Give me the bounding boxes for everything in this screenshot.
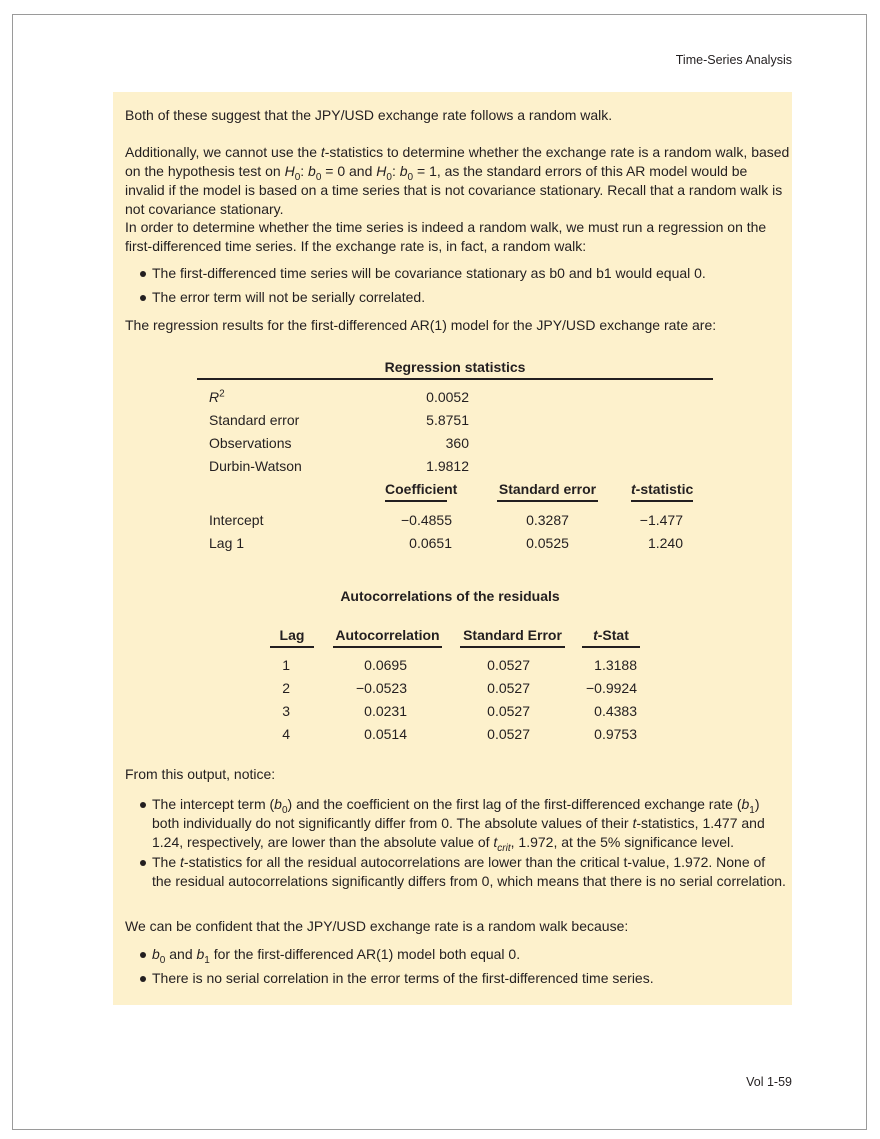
text-segment: t — [320, 144, 325, 160]
text-segment: = 0 and — [321, 163, 377, 179]
bullet-item — [152, 969, 788, 988]
stat-value: 1.9812 — [426, 458, 469, 474]
autocorr-se-cell: 0.0527 — [487, 680, 530, 696]
text-segment: -statistics to determine whether the exchange rate is a random walk, based on the hypothesis test on — [125, 144, 790, 179]
autocorr-t-cell: 0.4383 — [594, 703, 637, 719]
autocorr-lag-cell: 4 — [282, 726, 290, 742]
text-segment: 1 — [204, 954, 210, 966]
text-segment: 0 — [159, 954, 166, 966]
autocorr-ac-cell: 0.0695 — [364, 657, 407, 673]
text-segment: 0 — [386, 171, 392, 183]
text-segment: H — [376, 163, 387, 179]
text-segment: From this output, notice: — [125, 766, 276, 782]
table-rule — [197, 378, 713, 380]
text-segment: t — [493, 834, 498, 850]
text-segment: We can be confident that the JPY/USD exchange rate is a random walk because: — [125, 918, 629, 934]
text-segment: ) both individually do not significantly differ from 0. The absolute values of their — [152, 796, 760, 831]
autocorr-t-cell: −0.9924 — [586, 680, 637, 696]
text-segment: and — [165, 946, 197, 962]
text-segment: : — [300, 163, 309, 179]
column-header-standard-error: Standard Error — [463, 627, 562, 643]
text-segment: 0 — [281, 804, 288, 816]
text-segment: = 1, as the standard errors of this AR model would be invalid if the model is based on a time series that is not covariance stationary. Recall that a random walk is not covariance stationary. — [125, 163, 783, 217]
text-segment: for the first-differenced AR(1) model both equal 0. — [209, 946, 521, 962]
text-segment: The error term will not be serially correlated. — [152, 289, 426, 305]
paragraph — [125, 316, 790, 335]
text-segment: The regression results for the first-differenced AR(1) model for the JPY/USD exchange rate are: — [125, 317, 717, 333]
text-segment: b — [308, 163, 316, 179]
autocorr-se-cell: 0.0527 — [487, 726, 530, 742]
text-segment: b — [152, 946, 160, 962]
column-header-t-stat: t-Stat — [593, 627, 629, 643]
text-segment: , 1.972, at the 5% significance level. — [510, 834, 734, 850]
column-header-autocorrelation: Autocorrelation — [335, 627, 440, 643]
header-rule — [333, 646, 442, 648]
paragraph — [125, 106, 790, 125]
header-rule — [385, 500, 447, 502]
running-head: Time-Series Analysis — [675, 53, 792, 67]
autocorr-lag-cell: 1 — [282, 657, 290, 673]
stat-value: 0.0052 — [426, 389, 469, 405]
bullet-icon — [140, 295, 146, 301]
header-rule — [497, 500, 598, 502]
t-value: −1.477 — [639, 512, 683, 528]
autocorr-t-cell: 0.9753 — [594, 726, 637, 742]
header-rule — [460, 646, 565, 648]
paragraph — [125, 765, 790, 784]
text-segment: 1 — [749, 804, 755, 816]
bullet-item — [152, 853, 788, 891]
stat-label: Standard error — [209, 412, 300, 428]
text-segment: -statistics for all the residual autocorrelations are lower than the critical t-value, 1.972. None of the residual autocorrelations significantly differs from 0, which means that there is no serial correlation. — [152, 854, 786, 889]
header-rule — [270, 646, 314, 648]
text-segment: ) and the coefficient on the first lag of the first-differenced exchange rate ( — [287, 796, 742, 812]
coef-value: 0.0651 — [409, 535, 452, 551]
text-segment: : — [391, 163, 400, 179]
text-segment: 0 — [407, 171, 414, 183]
text-segment: b — [274, 796, 282, 812]
text-segment: Both of these suggest that the JPY/USD exchange rate follows a random walk. — [125, 107, 613, 123]
text-segment: In order to determine whether the time series is indeed a random walk, we must run a regression on the first-differenced time series. If the exchange rate is, in fact, a random walk: — [125, 219, 767, 254]
text-segment: t — [632, 815, 637, 831]
stat-value: 5.8751 — [426, 412, 469, 428]
text-segment: 0 — [294, 171, 301, 183]
bullet-icon — [140, 802, 146, 808]
text-segment: t — [180, 854, 184, 870]
header-rule — [631, 500, 693, 502]
autocorr-t-cell: 1.3188 — [594, 657, 637, 673]
bullet-icon — [140, 976, 146, 982]
autocorr-ac-cell: 0.0231 — [364, 703, 407, 719]
text-segment: The first-differenced time series will be covariance stationary as b0 and b1 would equal 0. — [152, 265, 706, 281]
coef-value: −0.4855 — [401, 512, 452, 528]
stat-label: Observations — [209, 435, 292, 451]
text-segment: 0 — [315, 171, 322, 183]
header-rule — [582, 646, 640, 648]
text-segment: b — [196, 946, 205, 962]
autocorr-se-cell: 0.0527 — [487, 657, 530, 673]
paragraph — [125, 917, 790, 936]
column-header-t-statistic: t-statistic — [631, 481, 694, 497]
column-header-lag: Lag — [279, 627, 305, 643]
text-segment: b — [741, 796, 750, 812]
bullet-item — [152, 264, 788, 283]
row-label: Lag 1 — [209, 535, 245, 551]
row-label: Intercept — [209, 512, 264, 528]
text-segment: crit — [497, 842, 511, 854]
autocorr-ac-cell: −0.0523 — [356, 680, 407, 696]
text-segment: -statistics, 1.477 and 1.24, respectively, are lower than the absolute value of — [152, 815, 765, 850]
bullet-item — [152, 288, 788, 307]
t-value: 1.240 — [647, 535, 683, 551]
autocorr-lag-cell: 3 — [282, 703, 290, 719]
text-segment: H — [284, 163, 295, 179]
text-segment: The intercept term ( — [152, 796, 275, 812]
se-value: 0.3287 — [526, 512, 569, 528]
stat-label: Durbin-Watson — [209, 458, 302, 474]
autocorr-ac-cell: 0.0514 — [364, 726, 407, 742]
column-header-standard-error: Standard error — [498, 481, 597, 497]
text-segment: The — [152, 854, 181, 870]
table-title: Autocorrelations of the residuals — [340, 588, 560, 604]
text-segment: b — [399, 163, 408, 179]
text-segment: Additionally, we cannot use the — [125, 144, 321, 160]
table-title: Regression statistics — [384, 359, 526, 375]
paragraph — [125, 218, 790, 256]
page-number: Vol 1-59 — [746, 1075, 792, 1089]
paragraph — [125, 143, 790, 219]
stat-value: 360 — [445, 435, 469, 451]
bullet-icon — [140, 952, 146, 958]
stat-label-r2: $R^2$ — [209, 388, 225, 405]
bullet-item — [152, 945, 788, 964]
text-segment: There is no serial correlation in the error terms of the first-differenced time series. — [152, 970, 654, 986]
bullet-icon — [140, 860, 146, 866]
bullet-item — [152, 795, 788, 852]
bullet-icon — [140, 271, 146, 277]
autocorr-lag-cell: 2 — [282, 680, 290, 696]
column-header-coefficient: Coefficient — [385, 481, 458, 497]
autocorr-se-cell: 0.0527 — [487, 703, 530, 719]
se-value: 0.0525 — [526, 535, 569, 551]
